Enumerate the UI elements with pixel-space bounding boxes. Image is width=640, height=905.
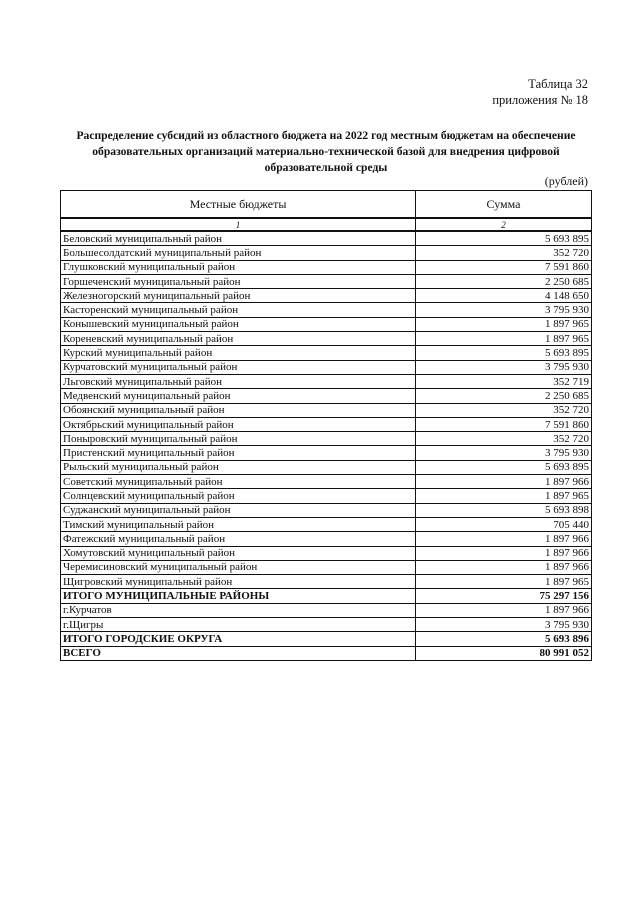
budget-name-cell: Пристенский муниципальный район bbox=[61, 446, 416, 460]
budget-name-cell: Советский муниципальный район bbox=[61, 475, 416, 489]
amount-cell: 1 897 966 bbox=[416, 475, 592, 489]
amount-cell: 1 897 965 bbox=[416, 317, 592, 331]
table-row bbox=[61, 546, 592, 560]
units-label: (рублей) bbox=[544, 174, 588, 188]
budget-name-cell: Большесолдатский муниципальный район bbox=[61, 246, 416, 260]
budget-name-cell: Курчатовский муниципальный район bbox=[61, 360, 416, 374]
amount-cell: 3 795 930 bbox=[416, 446, 592, 460]
amount-cell: 4 148 650 bbox=[416, 289, 592, 303]
table-row bbox=[61, 346, 592, 360]
budget-name-cell: Тимский муниципальный район bbox=[61, 517, 416, 531]
budget-name-cell: Хомутовский муниципальный район bbox=[61, 546, 416, 560]
budget-name-cell: ВСЕГО bbox=[61, 646, 416, 660]
amount-cell: 352 720 bbox=[416, 432, 592, 446]
table-total-row bbox=[61, 632, 592, 646]
table-row bbox=[61, 489, 592, 503]
table-row bbox=[61, 274, 592, 288]
table-total-row bbox=[61, 589, 592, 603]
table-reference bbox=[492, 76, 588, 108]
budget-name-cell: Касторенский муниципальный район bbox=[61, 303, 416, 317]
budget-name-cell: ИТОГО МУНИЦИПАЛЬНЫЕ РАЙОНЫ bbox=[61, 589, 416, 603]
budget-name-cell: Медвенский муниципальный район bbox=[61, 389, 416, 403]
budget-name-cell: Суджанский муниципальный район bbox=[61, 503, 416, 517]
table-row bbox=[61, 403, 592, 417]
amount-cell: 7 591 860 bbox=[416, 417, 592, 431]
budget-name-cell: Щигровский муниципальный район bbox=[61, 575, 416, 589]
budget-name-cell: г.Щигры bbox=[61, 618, 416, 632]
amount-cell: 5 693 895 bbox=[416, 346, 592, 360]
table-header-row bbox=[61, 191, 592, 219]
table-row bbox=[61, 460, 592, 474]
budget-name-cell: Солнцевский муниципальный район bbox=[61, 489, 416, 503]
amount-cell: 5 693 895 bbox=[416, 460, 592, 474]
amount-cell: 75 297 156 bbox=[416, 589, 592, 603]
amount-cell: 352 719 bbox=[416, 374, 592, 388]
table-row bbox=[61, 374, 592, 388]
table-row bbox=[61, 532, 592, 546]
table-row bbox=[61, 317, 592, 331]
table-row bbox=[61, 446, 592, 460]
amount-cell: 1 897 966 bbox=[416, 560, 592, 574]
table-number: Таблица 32 bbox=[528, 77, 588, 91]
amount-cell: 3 795 930 bbox=[416, 618, 592, 632]
column-number-2: 2 bbox=[416, 218, 592, 231]
budget-name-cell: Беловский муниципальный район bbox=[61, 231, 416, 246]
budget-name-cell: Обоянский муниципальный район bbox=[61, 403, 416, 417]
amount-cell: 3 795 930 bbox=[416, 303, 592, 317]
table-row bbox=[61, 417, 592, 431]
amount-cell: 1 897 965 bbox=[416, 332, 592, 346]
appendix-number: приложения № 18 bbox=[492, 93, 588, 107]
table-row bbox=[61, 389, 592, 403]
budget-name-cell: ИТОГО ГОРОДСКИЕ ОКРУГА bbox=[61, 632, 416, 646]
column-header-amount: Сумма bbox=[416, 191, 592, 219]
amount-cell: 2 250 685 bbox=[416, 389, 592, 403]
amount-cell: 1 897 966 bbox=[416, 532, 592, 546]
table-row bbox=[61, 303, 592, 317]
table-row bbox=[61, 517, 592, 531]
amount-cell: 1 897 966 bbox=[416, 546, 592, 560]
budget-name-cell: Конышевский муниципальный район bbox=[61, 317, 416, 331]
budget-name-cell: Горшеченский муниципальный район bbox=[61, 274, 416, 288]
document-title: Распределение субсидий из областного бюджета на 2022 год местным бюджетам на обеспечение образовательных организаций материально-технической базой для внедрения цифровой образовательной среды bbox=[76, 129, 576, 174]
amount-cell: 1 897 966 bbox=[416, 603, 592, 617]
amount-cell: 1 897 965 bbox=[416, 575, 592, 589]
amount-cell: 352 720 bbox=[416, 246, 592, 260]
amount-cell: 5 693 896 bbox=[416, 632, 592, 646]
budget-name-cell: Поныровский муниципальный район bbox=[61, 432, 416, 446]
column-number-1: 1 bbox=[61, 218, 416, 231]
amount-cell: 705 440 bbox=[416, 517, 592, 531]
amount-cell: 7 591 860 bbox=[416, 260, 592, 274]
table-row bbox=[61, 289, 592, 303]
budget-name-cell: г.Курчатов bbox=[61, 603, 416, 617]
budget-name-cell: Октябрьский муниципальный район bbox=[61, 417, 416, 431]
amount-cell: 352 720 bbox=[416, 403, 592, 417]
table-row bbox=[61, 603, 592, 617]
table-row bbox=[61, 231, 592, 246]
budget-name-cell: Глушковский муниципальный район bbox=[61, 260, 416, 274]
table-row bbox=[61, 332, 592, 346]
table-row bbox=[61, 618, 592, 632]
subsidy-table bbox=[60, 190, 592, 661]
amount-cell: 5 693 898 bbox=[416, 503, 592, 517]
table-total-row bbox=[61, 646, 592, 660]
column-header-budgets: Местные бюджеты bbox=[61, 191, 416, 219]
amount-cell: 80 991 052 bbox=[416, 646, 592, 660]
table-row bbox=[61, 575, 592, 589]
budget-name-cell: Льговский муниципальный район bbox=[61, 374, 416, 388]
column-number-row bbox=[61, 218, 592, 231]
budget-name-cell: Фатежский муниципальный район bbox=[61, 532, 416, 546]
amount-cell: 1 897 965 bbox=[416, 489, 592, 503]
amount-cell: 2 250 685 bbox=[416, 274, 592, 288]
budget-name-cell: Рыльский муниципальный район bbox=[61, 460, 416, 474]
table-row bbox=[61, 260, 592, 274]
table-row bbox=[61, 503, 592, 517]
budget-name-cell: Железногорский муниципальный район bbox=[61, 289, 416, 303]
table-row bbox=[61, 432, 592, 446]
budget-name-cell: Курский муниципальный район bbox=[61, 346, 416, 360]
budget-name-cell: Кореневский муниципальный район bbox=[61, 332, 416, 346]
table-row bbox=[61, 475, 592, 489]
amount-cell: 3 795 930 bbox=[416, 360, 592, 374]
table-row bbox=[61, 360, 592, 374]
budget-name-cell: Черемисиновский муниципальный район bbox=[61, 560, 416, 574]
table-row bbox=[61, 246, 592, 260]
amount-cell: 5 693 895 bbox=[416, 231, 592, 246]
table-row bbox=[61, 560, 592, 574]
